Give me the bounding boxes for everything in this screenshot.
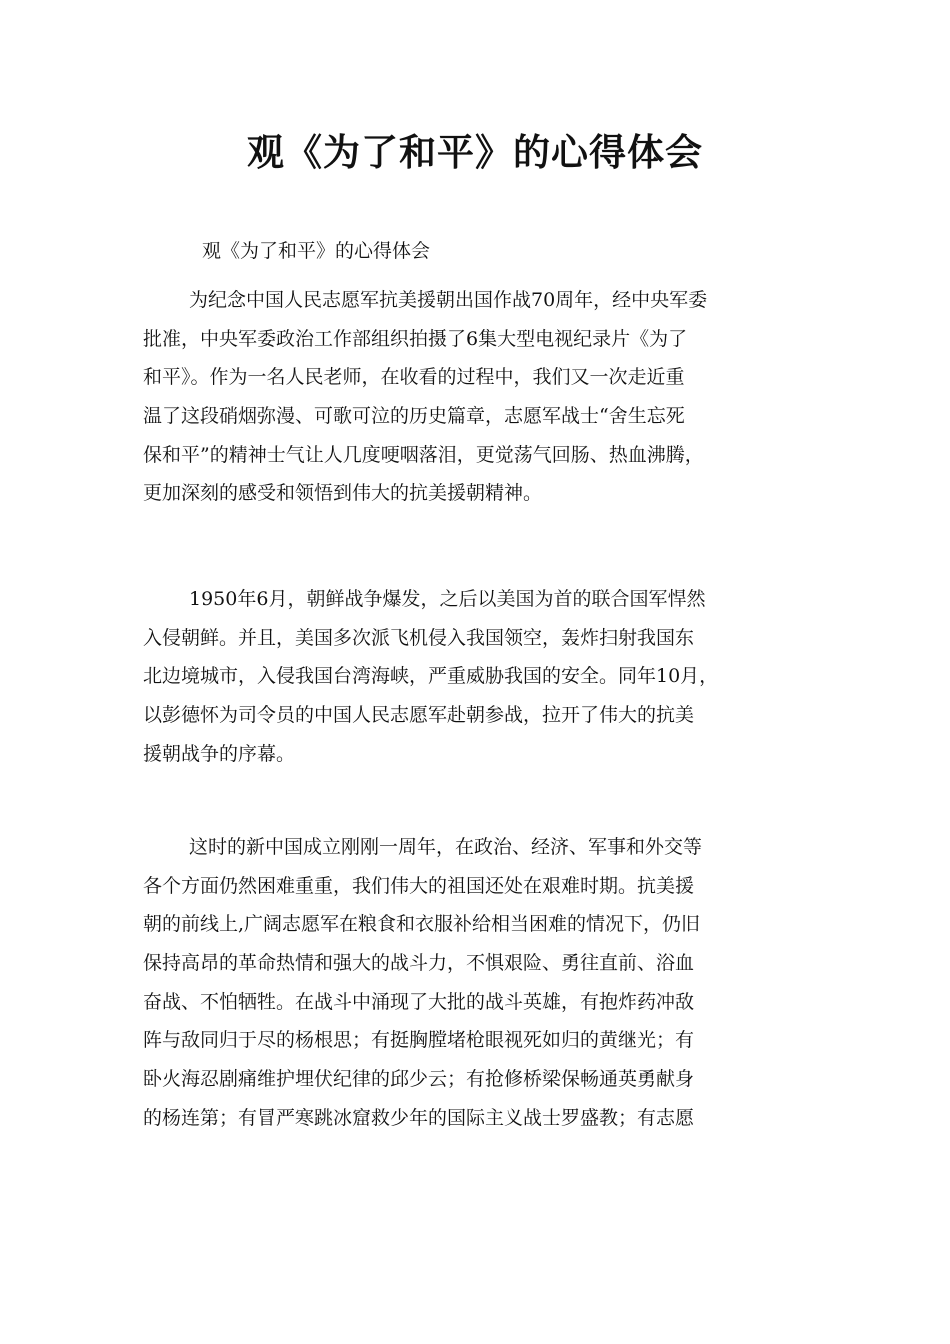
paragraph-line: 的杨连第；有冒严寒跳冰窟救少年的国际主义战士罗盛教；有志愿 — [143, 1106, 695, 1129]
paragraph-line: 卧火海忍剧痛维护埋伏纪律的邱少云；有抢修桥梁保畅通英勇献身 — [143, 1068, 695, 1091]
paragraph-line: 批准，中央军委政治工作部组织拍摄了6集大型电视纪录片《为了 — [143, 327, 688, 350]
paragraph-line: 援朝战争的序幕。 — [143, 742, 296, 765]
paragraph-line: 各个方面仍然困难重重，我们伟大的祖国还处在艰难时期。抗美援 — [143, 874, 695, 897]
paragraph-2 — [143, 580, 823, 773]
paragraph-line: 阵与敌同归于尽的杨根思；有挺胸膛堵枪眼视死如归的黄继光；有 — [143, 1029, 695, 1052]
paragraph-line: 朝的前线上,广阔志愿军在粮食和衣服补给相当困难的情况下，仍旧 — [143, 913, 701, 936]
paragraph-line: 1950年6月，朝鲜战争爆发，之后以美国为首的联合国军悍然 — [189, 588, 706, 610]
paragraph-line: 北边境城市，入侵我国台湾海峡，严重威胁我国的安全。同年10月， — [143, 665, 719, 688]
paragraph-line: 入侵朝鲜。并且，美国多次派飞机侵入我国领空，轰炸扫射我国东 — [143, 626, 695, 649]
paragraph-3 — [143, 828, 823, 1138]
paragraph-1 — [143, 281, 823, 513]
paragraph-line: 奋战、不怕牺牲。在战斗中涌现了大批的战斗英雄，有抱炸药冲敌 — [143, 990, 695, 1013]
paragraph-line: 和平》。作为一名人民老师，在收看的过程中，我们又一次走近重 — [143, 366, 685, 389]
page-title: 观《为了和平》的心得体会 — [247, 131, 703, 174]
paragraph-line: 保和平”的精神士气让人几度哽咽落泪，更觉荡气回肠、热血沸腾， — [143, 443, 704, 466]
paragraph-line: 更加深刻的感受和领悟到伟大的抗美援朝精神。 — [143, 482, 543, 505]
paragraph-line: 这时的新中国成立刚刚一周年，在政治、经济、军事和外交等 — [189, 836, 703, 858]
paragraph-line: 为纪念中国人民志愿军抗美援朝出国作战70周年，经中央军委 — [189, 289, 708, 311]
paragraph-line: 温了这段硝烟弥漫、可歌可泣的历史篇章，志愿军战士“舍生忘死 — [143, 405, 685, 428]
paragraph-line: 以彭德怀为司令员的中国人民志愿军赴朝参战，拉开了伟大的抗美 — [143, 704, 695, 727]
document-subtitle: 观《为了和平》的心得体会 — [202, 240, 431, 262]
paragraph-line: 保持高昂的革命热情和强大的战斗力，不惧艰险、勇往直前、浴血 — [143, 952, 695, 975]
